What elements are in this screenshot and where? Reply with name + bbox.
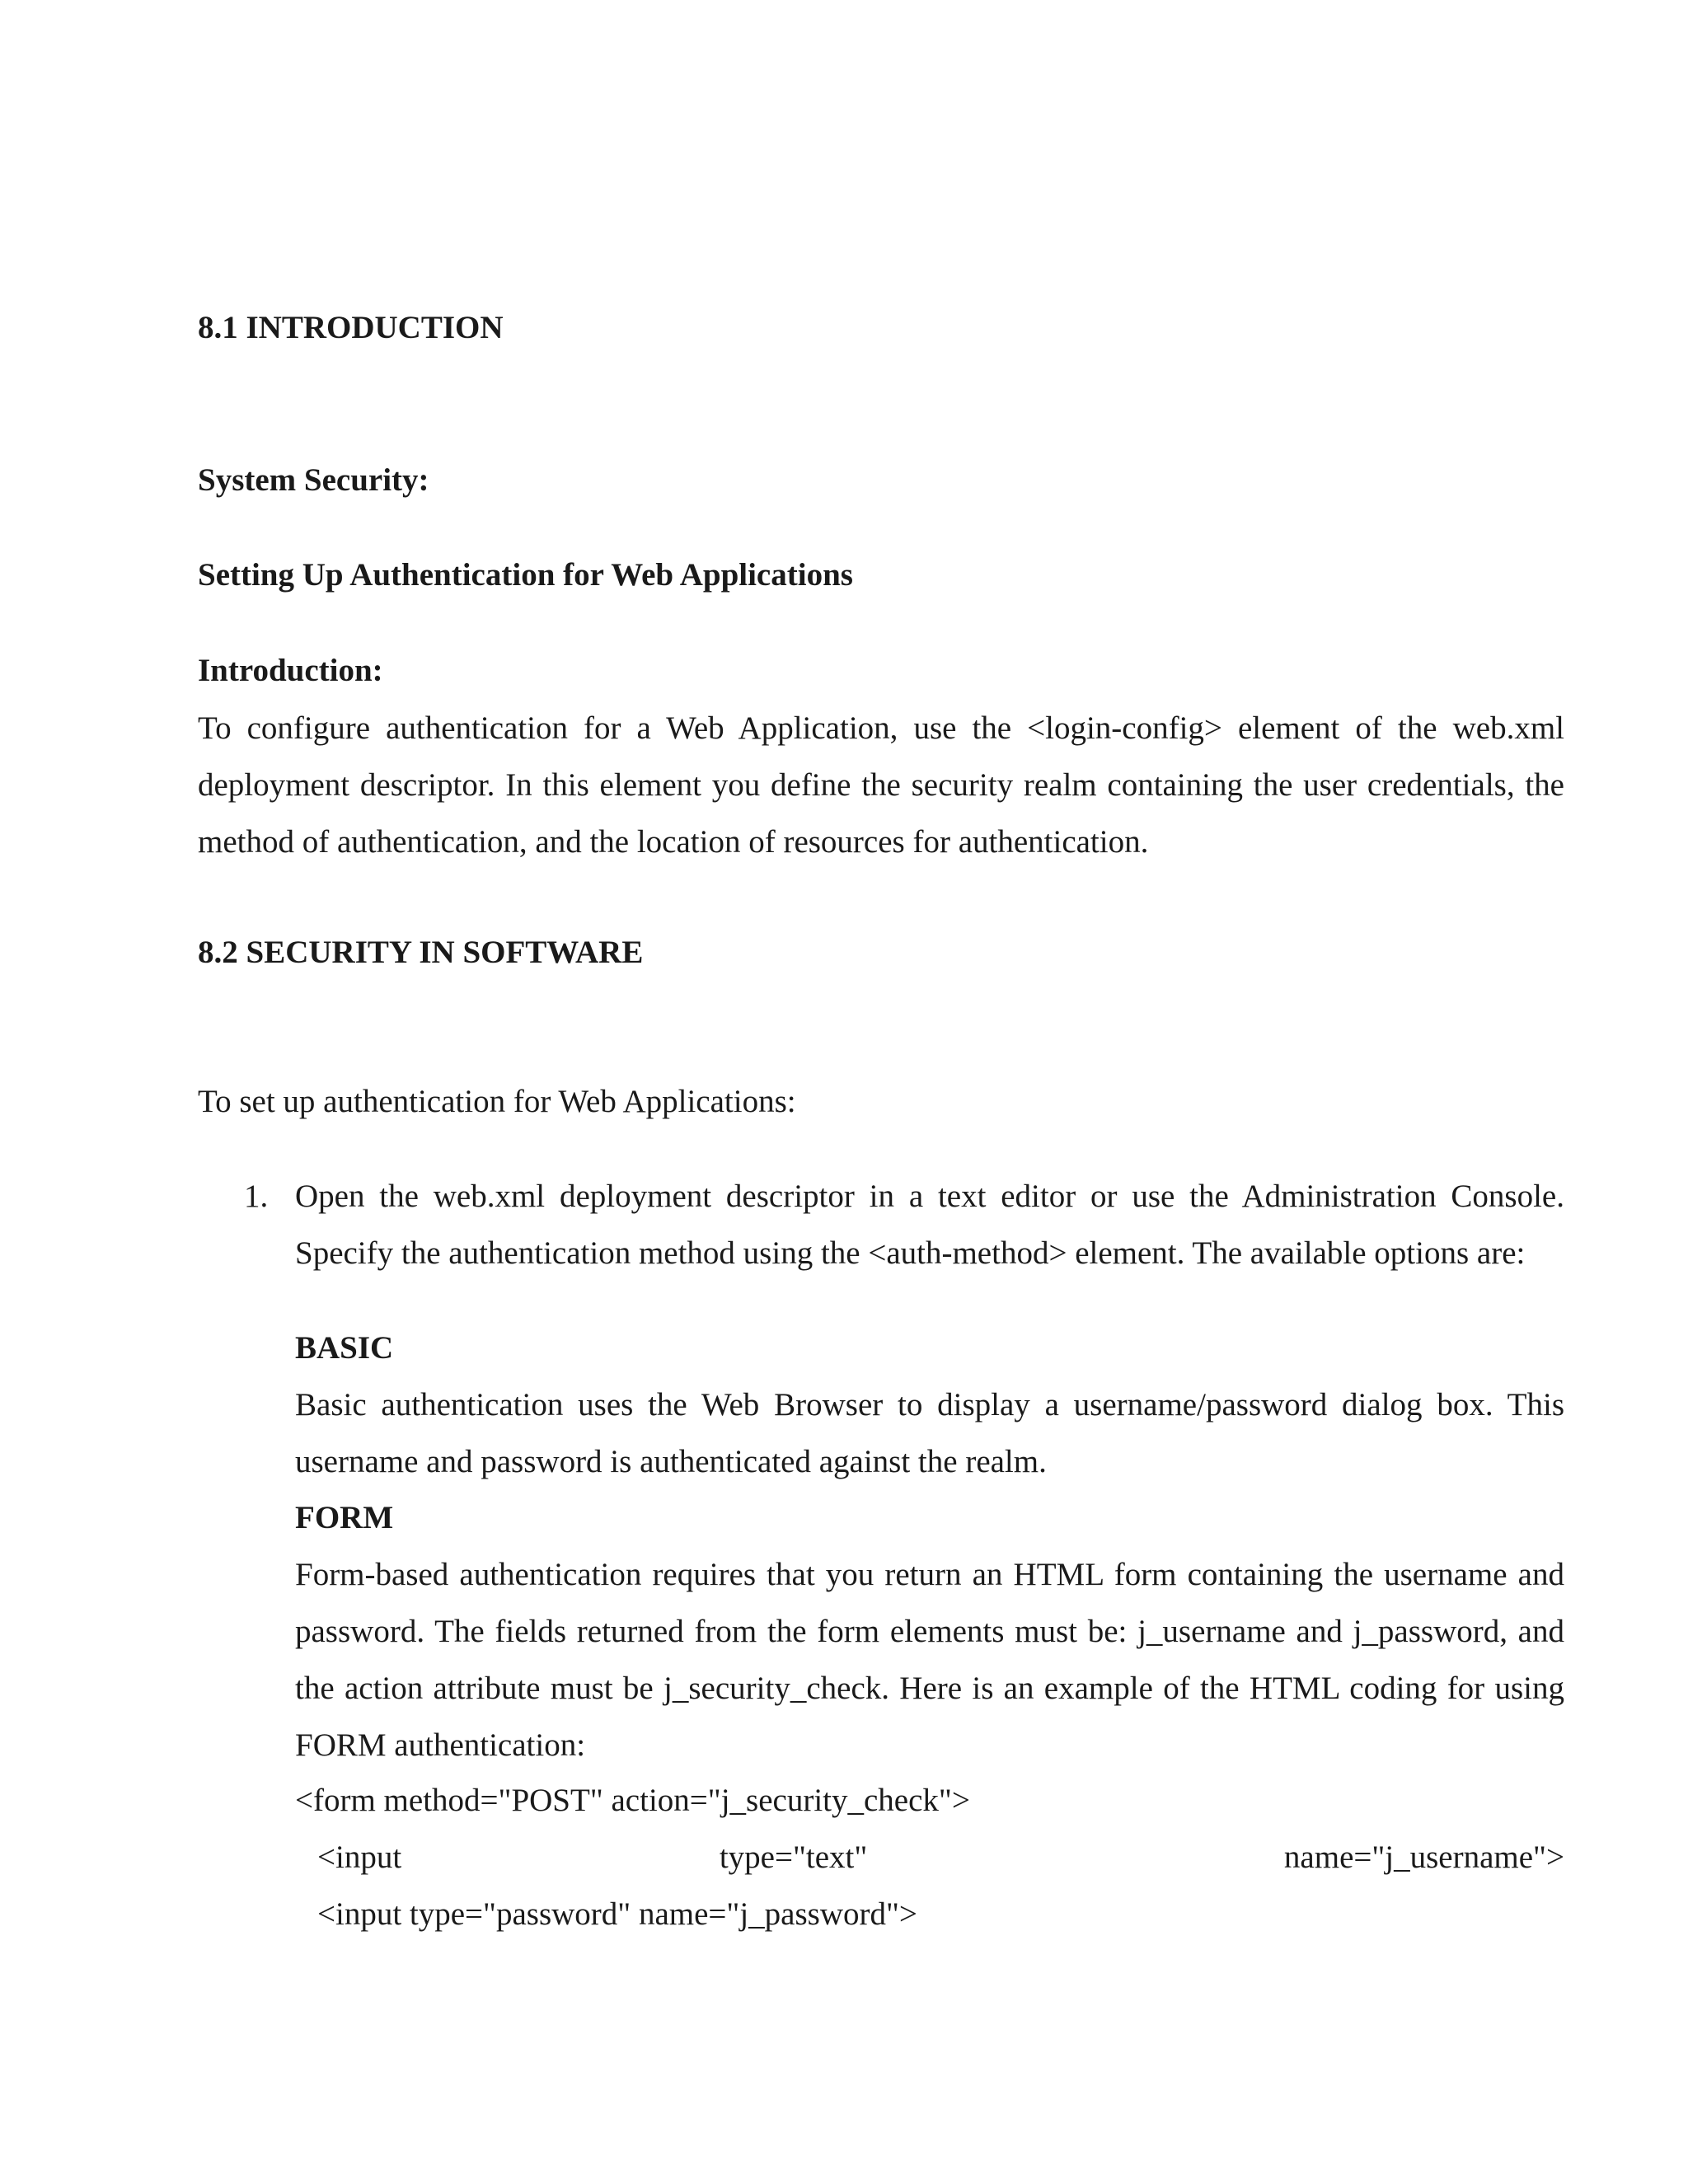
code-token-type: type="text" xyxy=(719,1840,868,1875)
introduction-label: Introduction: xyxy=(198,653,383,688)
code-token-name: name="j_username"> xyxy=(1283,1840,1564,1875)
setup-lead-text: To set up authentication for Web Applications: xyxy=(198,1084,796,1119)
list-item-marker: 1. xyxy=(244,1179,269,1214)
code-token-input: <input xyxy=(317,1840,402,1875)
code-line-password-input: <input type="password" name="j_password"> xyxy=(317,1896,917,1932)
section-8-2-heading: 8.2 SECURITY IN SOFTWARE xyxy=(198,935,644,970)
code-line-username-input xyxy=(317,1829,1564,1886)
introduction-paragraph: To configure authentication for a Web Application, use the <login-config> element of the web.xml deployment descriptor. In this element you define the security realm containing the user credentials, the method of authentication, and the location of resources for authentication. xyxy=(198,710,1564,860)
setting-up-auth-heading: Setting Up Authentication for Web Applications xyxy=(198,557,853,593)
form-description: Form-based authentication requires that you return an HTML form containing the username and password. The fields returned from the form elements must be: j_username and j_password, and the action attribute must be j_security_check. Here is an example of the HTML coding for using FORM authentication: xyxy=(295,1557,1564,1763)
system-security-heading: System Security: xyxy=(198,462,429,498)
basic-label: BASIC xyxy=(295,1330,394,1366)
section-8-1-heading: 8.1 INTRODUCTION xyxy=(198,310,504,345)
list-item-text: Open the web.xml deployment descriptor in a text editor or use the Administration Console. Specify the authentication method using the <auth-method> element. The available options are: xyxy=(295,1179,1564,1271)
form-label: FORM xyxy=(295,1500,394,1535)
basic-description: Basic authentication uses the Web Browser to display a username/password dialog box. This username and password is authenticated against the realm. xyxy=(295,1387,1564,1479)
code-line-form-tag: <form method="POST" action="j_security_check"> xyxy=(295,1783,970,1818)
